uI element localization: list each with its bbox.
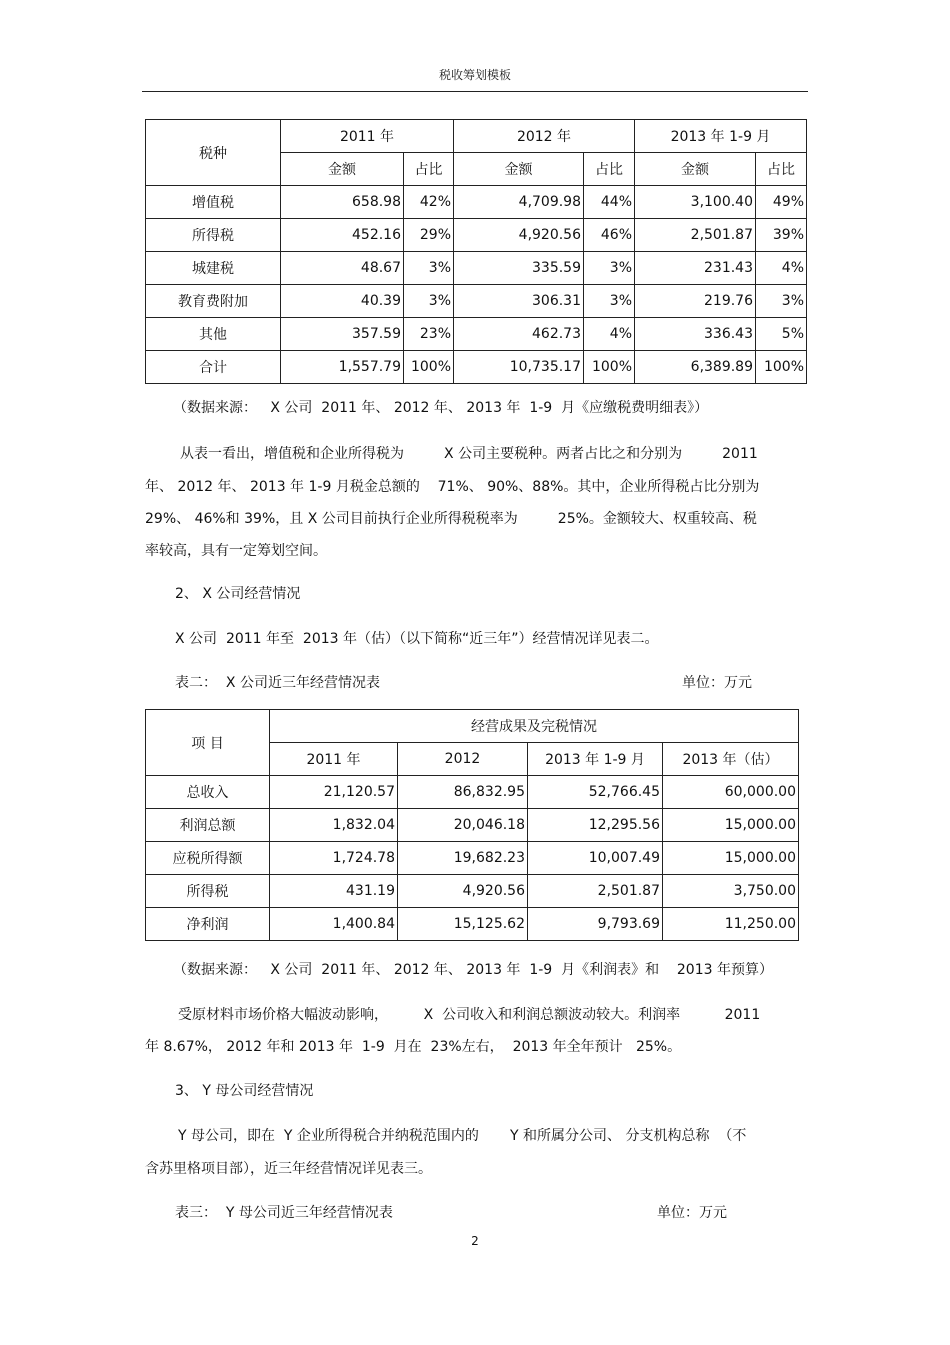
table-header-group: 经营成果及完税情况 bbox=[270, 710, 799, 743]
table-cell: 431.19 bbox=[270, 875, 398, 908]
unit-label: 单位：万元 bbox=[657, 1205, 727, 1221]
table-cell: 2,501.87 bbox=[528, 875, 663, 908]
table-row bbox=[146, 842, 799, 875]
table-cell: 335.59 bbox=[454, 252, 584, 285]
table-cell: 1,400.84 bbox=[270, 908, 398, 941]
paragraph-line: 含苏里格项目部），近三年经营情况详见表三。 bbox=[145, 1161, 432, 1177]
row-label: 利润总额 bbox=[146, 809, 270, 842]
paragraph-line: 受原材料市场价格大幅波动影响， X 公司收入和利润总额波动较大。利润率 2011 bbox=[178, 1007, 761, 1023]
row-label: 增值税 bbox=[146, 186, 281, 219]
table-caption: 表二： X 公司近三年经营情况表 bbox=[175, 675, 380, 691]
table-row bbox=[146, 809, 799, 842]
tax-composition-table bbox=[145, 119, 807, 384]
table-cell: 4% bbox=[584, 318, 635, 351]
table-cell: 15,000.00 bbox=[663, 842, 799, 875]
unit-label: 单位：万元 bbox=[682, 675, 752, 691]
table-cell: 452.16 bbox=[281, 219, 404, 252]
row-label: 总收入 bbox=[146, 776, 270, 809]
table2-source-note: （数据来源： X 公司 2011 年、 2012 年、 2013 年 1-9 月《利润表》和 2013 年预算） bbox=[173, 962, 773, 978]
table-row bbox=[146, 776, 799, 809]
table-row bbox=[146, 252, 807, 285]
paragraph-line: 率较高，具有一定筹划空间。 bbox=[145, 543, 327, 559]
table-cell: 306.31 bbox=[454, 285, 584, 318]
table-subheader-ratio: 占比 bbox=[584, 153, 635, 186]
table-cell: 42% bbox=[404, 186, 454, 219]
table-cell: 336.43 bbox=[635, 318, 756, 351]
row-label: 所得税 bbox=[146, 219, 281, 252]
table-cell: 3% bbox=[404, 252, 454, 285]
table-cell: 29% bbox=[404, 219, 454, 252]
table-cell: 23% bbox=[404, 318, 454, 351]
table-cell: 219.76 bbox=[635, 285, 756, 318]
page-header: 税收筹划模板 bbox=[438, 68, 511, 82]
table-header-year: 2013 年 1-9 月 bbox=[528, 743, 663, 776]
table-cell: 6,389.89 bbox=[635, 351, 756, 384]
table-header-year: 2011 年 bbox=[270, 743, 398, 776]
table-cell: 5% bbox=[756, 318, 807, 351]
table-subheader-amount: 金额 bbox=[281, 153, 404, 186]
table-cell: 100% bbox=[404, 351, 454, 384]
table-cell: 60,000.00 bbox=[663, 776, 799, 809]
table-cell: 10,007.49 bbox=[528, 842, 663, 875]
table-row bbox=[146, 351, 807, 384]
table-header-year: 2013 年 1-9 月 bbox=[635, 120, 807, 153]
table-row bbox=[146, 875, 799, 908]
table-cell: 46% bbox=[584, 219, 635, 252]
table-cell: 231.43 bbox=[635, 252, 756, 285]
table-cell: 3% bbox=[404, 285, 454, 318]
table-cell: 462.73 bbox=[454, 318, 584, 351]
table-cell: 39% bbox=[756, 219, 807, 252]
row-label: 城建税 bbox=[146, 252, 281, 285]
table-header-year: 2013 年（估） bbox=[663, 743, 799, 776]
table-cell: 15,000.00 bbox=[663, 809, 799, 842]
table-row bbox=[146, 219, 807, 252]
row-label: 其他 bbox=[146, 318, 281, 351]
table-cell: 100% bbox=[756, 351, 807, 384]
table-header-item: 项 目 bbox=[146, 710, 270, 776]
table-cell: 2,501.87 bbox=[635, 219, 756, 252]
table-cell: 15,125.62 bbox=[398, 908, 528, 941]
table-subheader-amount: 金额 bbox=[454, 153, 584, 186]
business-results-table bbox=[145, 709, 799, 941]
table-cell: 48.67 bbox=[281, 252, 404, 285]
table-cell: 658.98 bbox=[281, 186, 404, 219]
table-cell: 3,750.00 bbox=[663, 875, 799, 908]
table-cell: 44% bbox=[584, 186, 635, 219]
table-cell: 21,120.57 bbox=[270, 776, 398, 809]
table-cell: 20,046.18 bbox=[398, 809, 528, 842]
table-row bbox=[146, 318, 807, 351]
paragraph-line: X 公司 2011 年至 2013 年（估）（以下简称“近三年”）经营情况详见表二。 bbox=[175, 631, 659, 647]
table-header-tax-type: 税种 bbox=[146, 120, 281, 186]
table-cell: 1,724.78 bbox=[270, 842, 398, 875]
page-number: 2 bbox=[471, 1234, 479, 1248]
tax-table-body bbox=[146, 186, 807, 384]
table-cell: 357.59 bbox=[281, 318, 404, 351]
table-cell: 3% bbox=[584, 252, 635, 285]
table-cell: 3,100.40 bbox=[635, 186, 756, 219]
table1-source-note: （数据来源： X 公司 2011 年、 2012 年、 2013 年 1-9 月《应缴税费明细表》） bbox=[173, 400, 709, 416]
paragraph-line: Y 母公司，即在 Y 企业所得税合并纳税范围内的 Y 和所属分公司、 分支机构总称 （不 bbox=[178, 1128, 747, 1144]
row-label: 应税所得额 bbox=[146, 842, 270, 875]
paragraph-line: 从表一看出，增值税和企业所得税为 X 公司主要税种。两者占比之和分别为 2011 bbox=[180, 446, 758, 462]
table-cell: 3% bbox=[756, 285, 807, 318]
table-caption: 表三： Y 母公司近三年经营情况表 bbox=[175, 1205, 393, 1221]
paragraph-line: 29%、 46%和 39%，且 X 公司目前执行企业所得税税率为 25%。金额较大、权重较高、税 bbox=[145, 511, 757, 527]
row-label: 合计 bbox=[146, 351, 281, 384]
table-header-year: 2012 年 bbox=[454, 120, 635, 153]
table-cell: 100% bbox=[584, 351, 635, 384]
row-label: 净利润 bbox=[146, 908, 270, 941]
table-cell: 4,920.56 bbox=[454, 219, 584, 252]
section-heading: 3、 Y 母公司经营情况 bbox=[175, 1083, 314, 1099]
table-cell: 3% bbox=[584, 285, 635, 318]
table-cell: 10,735.17 bbox=[454, 351, 584, 384]
section-heading: 2、 X 公司经营情况 bbox=[175, 586, 301, 602]
table-cell: 49% bbox=[756, 186, 807, 219]
table-cell: 86,832.95 bbox=[398, 776, 528, 809]
table-subheader-ratio: 占比 bbox=[756, 153, 807, 186]
table-cell: 4,709.98 bbox=[454, 186, 584, 219]
row-label: 教育费附加 bbox=[146, 285, 281, 318]
paragraph-line: 年 8.67%， 2012 年和 2013 年 1-9 月在 23%左右， 2013 年全年预计 25%。 bbox=[145, 1039, 682, 1055]
table-row bbox=[146, 285, 807, 318]
table-cell: 1,832.04 bbox=[270, 809, 398, 842]
table-header-year: 2012 bbox=[398, 743, 528, 776]
table-row bbox=[146, 908, 799, 941]
table-cell: 40.39 bbox=[281, 285, 404, 318]
row-label: 所得税 bbox=[146, 875, 270, 908]
table-cell: 11,250.00 bbox=[663, 908, 799, 941]
business-table-body bbox=[146, 776, 799, 941]
paragraph-line: 年、 2012 年、 2013 年 1-9 月税金总额的 71%、 90%、88%。其中，企业所得税占比分别为 bbox=[145, 479, 760, 495]
table-cell: 12,295.56 bbox=[528, 809, 663, 842]
table-cell: 19,682.23 bbox=[398, 842, 528, 875]
header-divider bbox=[142, 91, 808, 92]
table-row bbox=[146, 186, 807, 219]
table-cell: 4,920.56 bbox=[398, 875, 528, 908]
table-cell: 9,793.69 bbox=[528, 908, 663, 941]
table-header-year: 2011 年 bbox=[281, 120, 454, 153]
table-subheader-ratio: 占比 bbox=[404, 153, 454, 186]
table-cell: 52,766.45 bbox=[528, 776, 663, 809]
table-subheader-amount: 金额 bbox=[635, 153, 756, 186]
table-cell: 4% bbox=[756, 252, 807, 285]
table-cell: 1,557.79 bbox=[281, 351, 404, 384]
